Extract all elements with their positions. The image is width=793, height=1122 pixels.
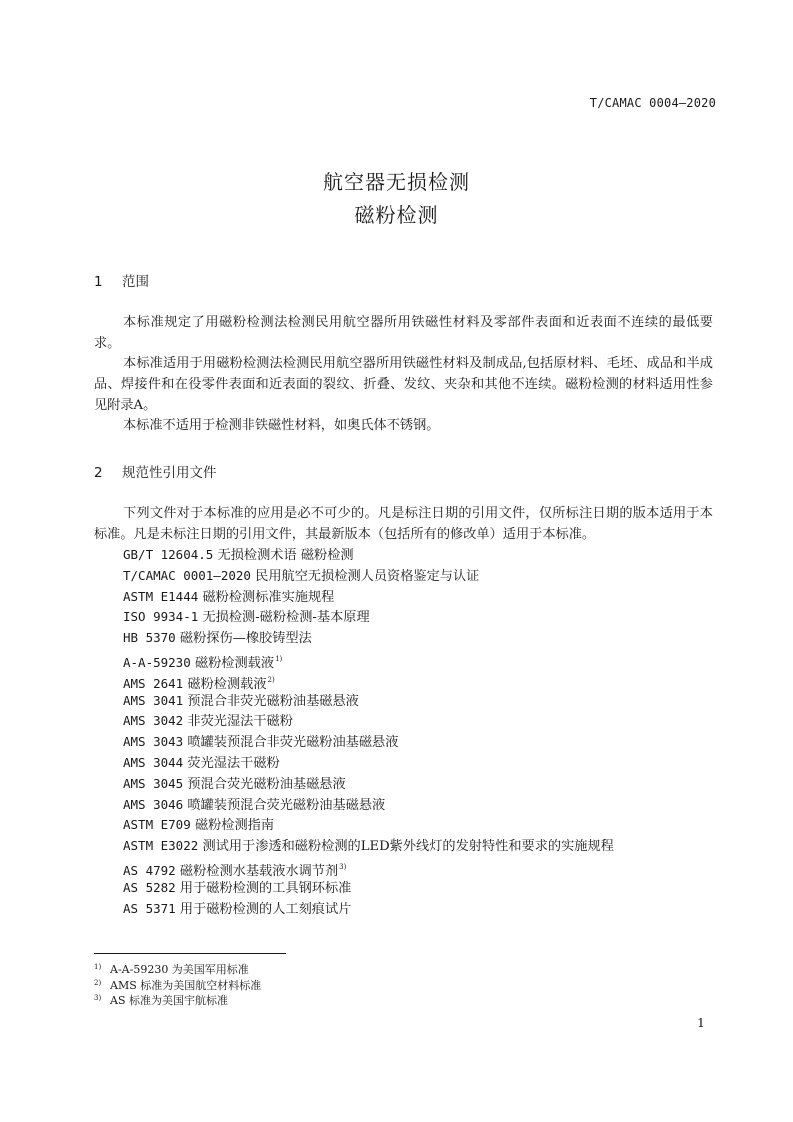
footnote-marker: 3)	[339, 862, 347, 871]
section-title: 规范性引用文件	[122, 465, 217, 481]
reference-title: 磁粉检测载液	[187, 676, 267, 692]
footnote-text: A-A-59230 为美国军用标准	[110, 963, 249, 976]
page-number: 1	[697, 1015, 705, 1030]
reference-title: 预混合非荧光磁粉油基磁悬液	[187, 693, 359, 709]
scope-paragraph: 本标准规定了用磁粉检测法检测民用航空器所用铁磁性材料及零部件表面和近表面不连续的最低要求。	[94, 315, 713, 351]
reference-code: HB 5370	[123, 630, 176, 646]
references-intro: 下列文件对于本标准的应用是必不可少的。凡是标注日期的引用文件，仅所标注日期的版本适用于本标准。凡是未标注日期的引用文件，其最新版本（包括所有的修改单）适用于本标准。	[94, 506, 713, 542]
reference-code: ASTM E3022	[123, 838, 199, 854]
document-subtitle: 磁粉检测	[354, 203, 439, 227]
reference-code: AMS 3043	[123, 734, 184, 750]
section-1-heading	[94, 270, 149, 290]
reference-title: 荧光湿法干磁粉	[187, 755, 280, 771]
footnote-mark: 1)	[94, 963, 102, 971]
reference-code: T/CAMAC 0001—2020	[123, 567, 251, 583]
reference-item	[123, 670, 614, 691]
reference-title: 无损检测术语 磁粉检测	[217, 548, 354, 563]
reference-item	[123, 691, 614, 712]
footnote-marker: 1)	[275, 654, 283, 663]
reference-title: 磁粉检测指南	[194, 818, 275, 834]
reference-title: 预混合荧光磁粉油基磁悬液	[187, 776, 346, 792]
footnote-text: AMS 标准为美国航空材料标准	[110, 978, 262, 992]
reference-item	[123, 795, 614, 816]
reference-item	[123, 753, 614, 774]
reference-list	[123, 545, 614, 919]
footnote-text: AS 标准为美国宇航标准	[110, 994, 228, 1007]
footnote-list	[94, 960, 261, 1007]
reference-item	[123, 732, 614, 753]
reference-item	[123, 836, 614, 857]
reference-code: GB/T 12604.5	[123, 547, 214, 562]
reference-title: 磁粉检测标准实施规程	[202, 589, 335, 605]
reference-code: AMS 3042	[123, 713, 184, 729]
footnote-mark: 2)	[94, 978, 102, 987]
footnote	[94, 991, 261, 1007]
reference-title: 喷罐装预混合荧光磁粉油基磁悬液	[187, 797, 386, 813]
reference-item	[123, 878, 614, 899]
reference-item	[123, 899, 614, 920]
section-title: 范围	[122, 274, 149, 290]
reference-item	[123, 649, 614, 670]
reference-title: 磁粉检测水基载液水调节剂	[179, 863, 339, 879]
reference-title: 无损检测-磁粉检测-基本原理	[202, 610, 370, 626]
section-number: 1	[94, 274, 103, 290]
reference-title: 磁粉探伤—橡胶铸型法	[179, 631, 312, 647]
reference-code: ASTM E1444	[123, 588, 199, 604]
reference-code: AS 4792	[123, 862, 176, 878]
reference-code: A-A-59230	[123, 654, 191, 670]
reference-title: 非荧光湿法干磁粉	[187, 714, 293, 730]
scope-paragraph: 本标准适用于用磁粉检测法检测民用航空器所用铁磁性材料及制成品,包括原材料、毛坯、成品和半成品、焊接件和在役零件表面和近表面的裂纹、折叠、发纹、夹杂和其他不连续。磁粉检测的材料适用性参见附录A。	[94, 356, 713, 413]
footnote-marker: 2)	[267, 675, 275, 684]
reference-code: AS 5371	[123, 900, 176, 916]
reference-code: AMS 3046	[123, 796, 184, 812]
reference-item	[123, 774, 614, 795]
reference-title: 喷罐装预混合非荧光磁粉油基磁悬液	[187, 735, 399, 751]
reference-title: 用于磁粉检测的人工刻痕试片	[179, 901, 352, 917]
footnote-mark: 3)	[94, 994, 102, 1002]
reference-code: AMS 3045	[123, 775, 184, 791]
reference-item	[123, 566, 614, 587]
reference-item	[123, 587, 614, 608]
reference-title: 民用航空无损检测人员资格鉴定与认证	[255, 568, 480, 584]
section-2-heading	[94, 461, 217, 481]
reference-title: 测试用于渗透和磁粉检测的LED紫外线灯的发射特性和要求的实施规程	[202, 839, 614, 855]
reference-code: AS 5282	[123, 879, 176, 895]
footnote-divider	[94, 953, 286, 954]
reference-title: 磁粉检测载液	[194, 655, 275, 671]
document-code: T/CAMAC 0004—2020	[589, 96, 716, 110]
reference-item	[123, 711, 614, 732]
reference-code: AMS 3044	[123, 754, 184, 770]
reference-item	[123, 815, 614, 836]
reference-code: AMS 2641	[123, 675, 184, 691]
reference-title: 用于磁粉检测的工具钢环标准	[179, 880, 352, 896]
reference-item	[123, 857, 614, 878]
document-title: 航空器无损检测	[323, 170, 470, 194]
reference-code: AMS 3041	[123, 692, 184, 708]
reference-code: ASTM E709	[123, 817, 191, 833]
reference-item	[123, 545, 614, 566]
reference-item	[123, 607, 614, 628]
section-number: 2	[94, 465, 103, 481]
reference-item	[123, 628, 614, 649]
footnote	[94, 976, 261, 992]
reference-code: ISO 9934-1	[123, 609, 199, 625]
footnote	[94, 960, 261, 976]
scope-paragraph: 本标准不适用于检测非铁磁性材料，如奥氏体不锈钢。	[123, 418, 440, 433]
